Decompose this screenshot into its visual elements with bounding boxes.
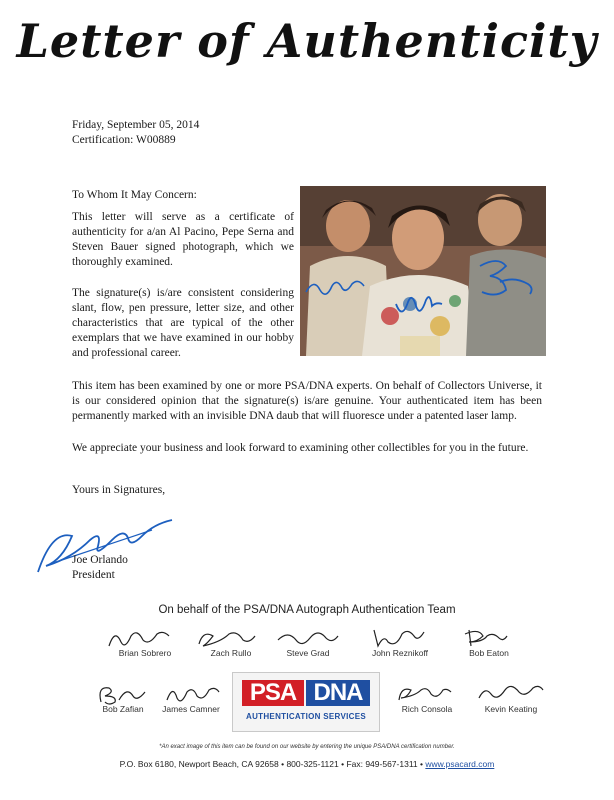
paragraph-intro: This letter will serve as a certificate of authenticity for a/an Al Pacino, Pepe Serna and Steven Bauer signed photograph, which we thoroughly examined.: [72, 211, 294, 268]
member-name: Brian Sobrero: [118, 648, 172, 658]
member-signature: [439, 626, 539, 650]
signer-block: [72, 553, 128, 583]
member-signature: [141, 682, 241, 706]
member-signature: [258, 626, 358, 650]
signed-photograph: [300, 186, 546, 356]
logo-dna: DNA: [306, 680, 370, 706]
team-member: [136, 682, 246, 714]
member-name: Steve Grad: [286, 648, 330, 658]
footer-address: [0, 759, 614, 769]
psa-dna-logo: [232, 672, 380, 732]
member-name: Bob Zafian: [102, 704, 144, 714]
logo-psa: PSA: [242, 680, 304, 706]
paragraph-examination: This item has been examined by one or more PSA/DNA experts. On behalf of Collectors Universe, it is our considered opinion that the signature(s) is/are genuine. Your authenticated item has been permanently marked with an invisible DNA daub that will fluoresce under a patented laser lamp.: [72, 380, 542, 422]
website-link[interactable]: www.psacard.com: [425, 759, 495, 769]
photo-image: [300, 186, 546, 356]
letter-date: Friday, September 05, 2014: [72, 119, 200, 131]
logo-services: AUTHENTICATION SERVICES: [246, 712, 366, 721]
address-text: P.O. Box 6180, Newport Beach, CA 92658 • 800-325-1121 • Fax: 949-567-1311 •: [119, 759, 423, 769]
signer-name: Joe Orlando: [72, 554, 128, 566]
member-name: Rich Consola: [401, 704, 453, 714]
team-member: [434, 626, 544, 658]
letter-meta: [72, 118, 199, 148]
member-name: Kevin Keating: [484, 704, 538, 714]
member-name: Zach Rullo: [210, 648, 252, 658]
footnote: *An exact image of this item can be found on our website by entering the unique PSA/DNA certification number.: [159, 744, 455, 750]
signer-title: President: [72, 569, 115, 581]
document-title: Letter of Authenticity: [16, 14, 598, 68]
member-signature: [461, 682, 561, 706]
paragraph-consistency: The signature(s) is/are consistent considering slant, flow, pen pressure, letter size, and other characteristics that are typical of the other exemplars that we have examined in our hobby and professional career.: [72, 287, 294, 359]
member-name: John Reznikoff: [371, 648, 429, 658]
team-member: [456, 682, 566, 714]
member-name: Bob Eaton: [469, 648, 509, 658]
salutation: To Whom It May Concern:: [72, 189, 197, 201]
closing: Yours in Signatures,: [72, 484, 166, 496]
certification-number: Certification: W00889: [72, 134, 176, 146]
member-name: James Camner: [162, 704, 220, 714]
team-heading: On behalf of the PSA/DNA Autograph Authentication Team: [158, 604, 456, 616]
paragraph-appreciation: We appreciate your business and look forward to examining other collectibles for you in the future.: [72, 442, 529, 454]
